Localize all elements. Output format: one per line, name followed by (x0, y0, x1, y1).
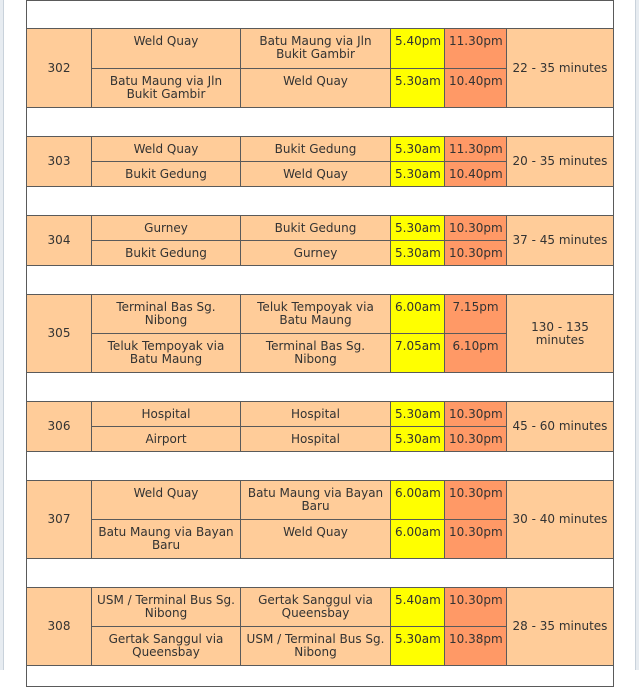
first-bus-time: 5.30am (391, 627, 445, 666)
route-number: 307 (27, 481, 92, 559)
origin-cell: Bukit Gedung (92, 162, 241, 187)
last-bus-time: 10.30pm (445, 481, 507, 520)
origin-cell: Weld Quay (92, 137, 241, 162)
origin-cell: Weld Quay (92, 481, 241, 520)
origin-cell: Bukit Gedung (92, 241, 241, 266)
first-bus-time: 6.00am (391, 520, 445, 559)
origin-cell: Hospital (92, 402, 241, 427)
table-row (27, 588, 614, 627)
destination-cell: Batu Maung via Jln Bukit Gambir (241, 29, 391, 69)
table-row (27, 481, 614, 520)
table-row (27, 295, 614, 334)
origin-cell: Teluk Tempoyak via Batu Maung (92, 334, 241, 373)
last-bus-time: 6.10pm (445, 334, 507, 373)
page-right-edge (635, 0, 639, 670)
origin-cell: Batu Maung via Bayan Baru (92, 520, 241, 559)
origin-cell: Terminal Bas Sg. Nibong (92, 295, 241, 334)
last-bus-time: 10.30pm (445, 427, 507, 452)
first-bus-time: 5.30am (391, 162, 445, 187)
route-number: 308 (27, 588, 92, 666)
last-bus-time: 10.40pm (445, 162, 507, 187)
route-number: 302 (27, 29, 92, 108)
table-spacer-row (27, 666, 614, 687)
table-spacer-row (27, 266, 614, 295)
first-bus-time: 5.30am (391, 402, 445, 427)
origin-cell: Weld Quay (92, 29, 241, 69)
destination-cell: Hospital (241, 427, 391, 452)
destination-cell: Batu Maung via Bayan Baru (241, 481, 391, 520)
last-bus-time: 10.30pm (445, 241, 507, 266)
route-number: 306 (27, 402, 92, 452)
table-row (27, 216, 614, 241)
destination-cell: Teluk Tempoyak via Batu Maung (241, 295, 391, 334)
table-spacer-row (27, 108, 614, 137)
destination-cell: Hospital (241, 402, 391, 427)
first-bus-time: 5.40am (391, 588, 445, 627)
last-bus-time: 10.40pm (445, 69, 507, 108)
first-bus-time: 7.05am (391, 334, 445, 373)
table-row (27, 402, 614, 427)
bus-schedule-table (26, 0, 614, 687)
destination-cell: Weld Quay (241, 520, 391, 559)
origin-cell: Batu Maung via Jln Bukit Gambir (92, 69, 241, 108)
table-spacer-row (27, 373, 614, 402)
table-spacer-row (27, 452, 614, 481)
first-bus-time: 5.30am (391, 241, 445, 266)
route-number: 305 (27, 295, 92, 373)
destination-cell: Weld Quay (241, 69, 391, 108)
origin-cell: Airport (92, 427, 241, 452)
first-bus-time: 6.00am (391, 481, 445, 520)
page-left-edge (0, 0, 4, 670)
last-bus-time: 11.30pm (445, 137, 507, 162)
table-spacer-row (27, 187, 614, 216)
last-bus-time: 10.38pm (445, 627, 507, 666)
first-bus-time: 6.00am (391, 295, 445, 334)
destination-cell: Bukit Gedung (241, 137, 391, 162)
travel-duration: 30 - 40 minutes (507, 481, 614, 559)
destination-cell: USM / Terminal Bus Sg. Nibong (241, 627, 391, 666)
destination-cell: Terminal Bas Sg. Nibong (241, 334, 391, 373)
first-bus-time: 5.30am (391, 216, 445, 241)
destination-cell: Gertak Sanggul via Queensbay (241, 588, 391, 627)
travel-duration: 45 - 60 minutes (507, 402, 614, 452)
first-bus-time: 5.30am (391, 137, 445, 162)
table-spacer-row (27, 559, 614, 588)
last-bus-time: 11.30pm (445, 29, 507, 69)
travel-duration: 37 - 45 minutes (507, 216, 614, 266)
last-bus-time: 10.30pm (445, 402, 507, 427)
route-number: 304 (27, 216, 92, 266)
travel-duration: 20 - 35 minutes (507, 137, 614, 187)
last-bus-time: 7.15pm (445, 295, 507, 334)
first-bus-time: 5.40pm (391, 29, 445, 69)
route-number: 303 (27, 137, 92, 187)
last-bus-time: 10.30pm (445, 588, 507, 627)
travel-duration: 130 - 135 minutes (507, 295, 614, 373)
table-row (27, 29, 614, 69)
last-bus-time: 10.30pm (445, 216, 507, 241)
last-bus-time: 10.30pm (445, 520, 507, 559)
first-bus-time: 5.30am (391, 69, 445, 108)
travel-duration: 22 - 35 minutes (507, 29, 614, 108)
first-bus-time: 5.30am (391, 427, 445, 452)
table-spacer-row (27, 1, 614, 29)
table-row (27, 137, 614, 162)
destination-cell: Gurney (241, 241, 391, 266)
destination-cell: Weld Quay (241, 162, 391, 187)
origin-cell: Gertak Sanggul via Queensbay (92, 627, 241, 666)
origin-cell: Gurney (92, 216, 241, 241)
origin-cell: USM / Terminal Bus Sg. Nibong (92, 588, 241, 627)
destination-cell: Bukit Gedung (241, 216, 391, 241)
travel-duration: 28 - 35 minutes (507, 588, 614, 666)
